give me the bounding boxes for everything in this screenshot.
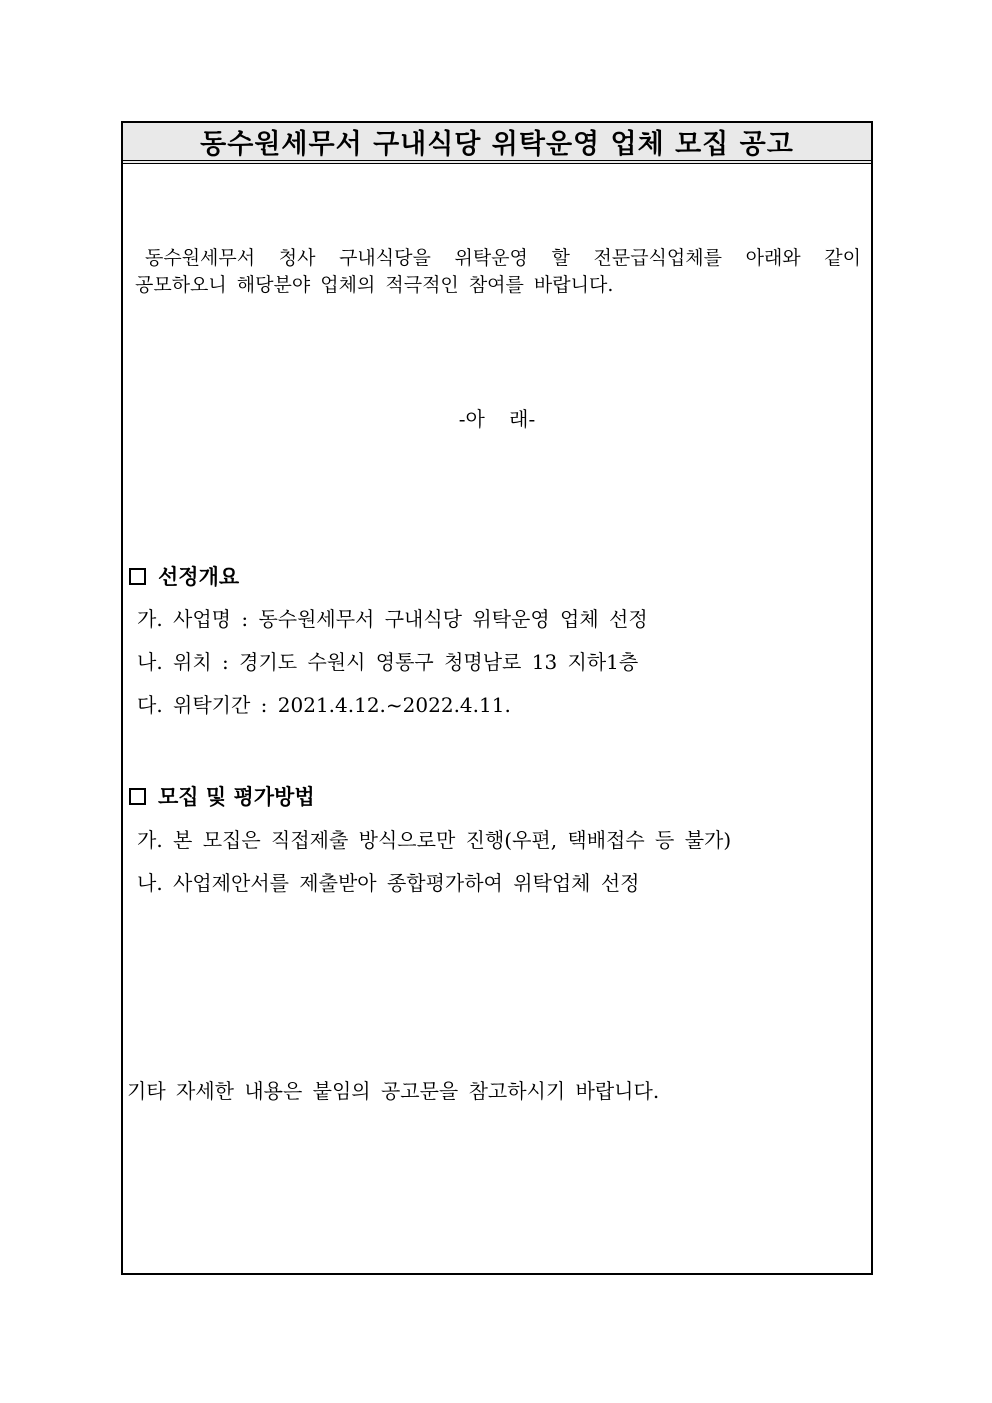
intro-paragraph <box>135 245 861 299</box>
recruitment-item-submission: 가. 본 모집은 직접제출 방식으로만 진행(우편, 택배접수 등 불가) <box>137 828 732 852</box>
overview-item-period: 다. 위탁기간 : 2021.4.12.~2022.4.11. <box>137 693 511 717</box>
overview-item-location: 나. 위치 : 경기도 수원시 영통구 청명남로 13 지하1층 <box>137 650 639 674</box>
section-heading-label: 선정개요 <box>158 564 240 589</box>
overview-item-project-name: 가. 사업명 : 동수원세무서 구내식당 위탁운영 업체 선정 <box>137 607 648 631</box>
section-heading-label: 모집 및 평가방법 <box>158 784 315 809</box>
notice-title: 동수원세무서 구내식당 위탁운영 업체 모집 공고 <box>200 129 794 160</box>
intro-line-2: 공모하오니 해당분야 업체의 적극적인 참여를 바랍니다. <box>135 274 614 296</box>
details-marker: -아 래- <box>458 407 536 431</box>
footer-note: 기타 자세한 내용은 붙임의 공고문을 참고하시기 바랍니다. <box>127 1079 660 1103</box>
title-bar <box>123 123 871 164</box>
intro-line-1: 동수원세무서 청사 구내식당을 위탁운영 할 전문급식업체를 아래와 같이 <box>145 247 861 269</box>
notice-frame <box>121 121 873 1275</box>
checkbox-square-icon <box>129 788 146 805</box>
section-heading-recruitment <box>129 781 315 811</box>
checkbox-square-icon <box>129 568 146 585</box>
recruitment-item-evaluation: 나. 사업제안서를 제출받아 종합평가하여 위탁업체 선정 <box>137 871 640 895</box>
section-heading-overview <box>129 561 239 591</box>
